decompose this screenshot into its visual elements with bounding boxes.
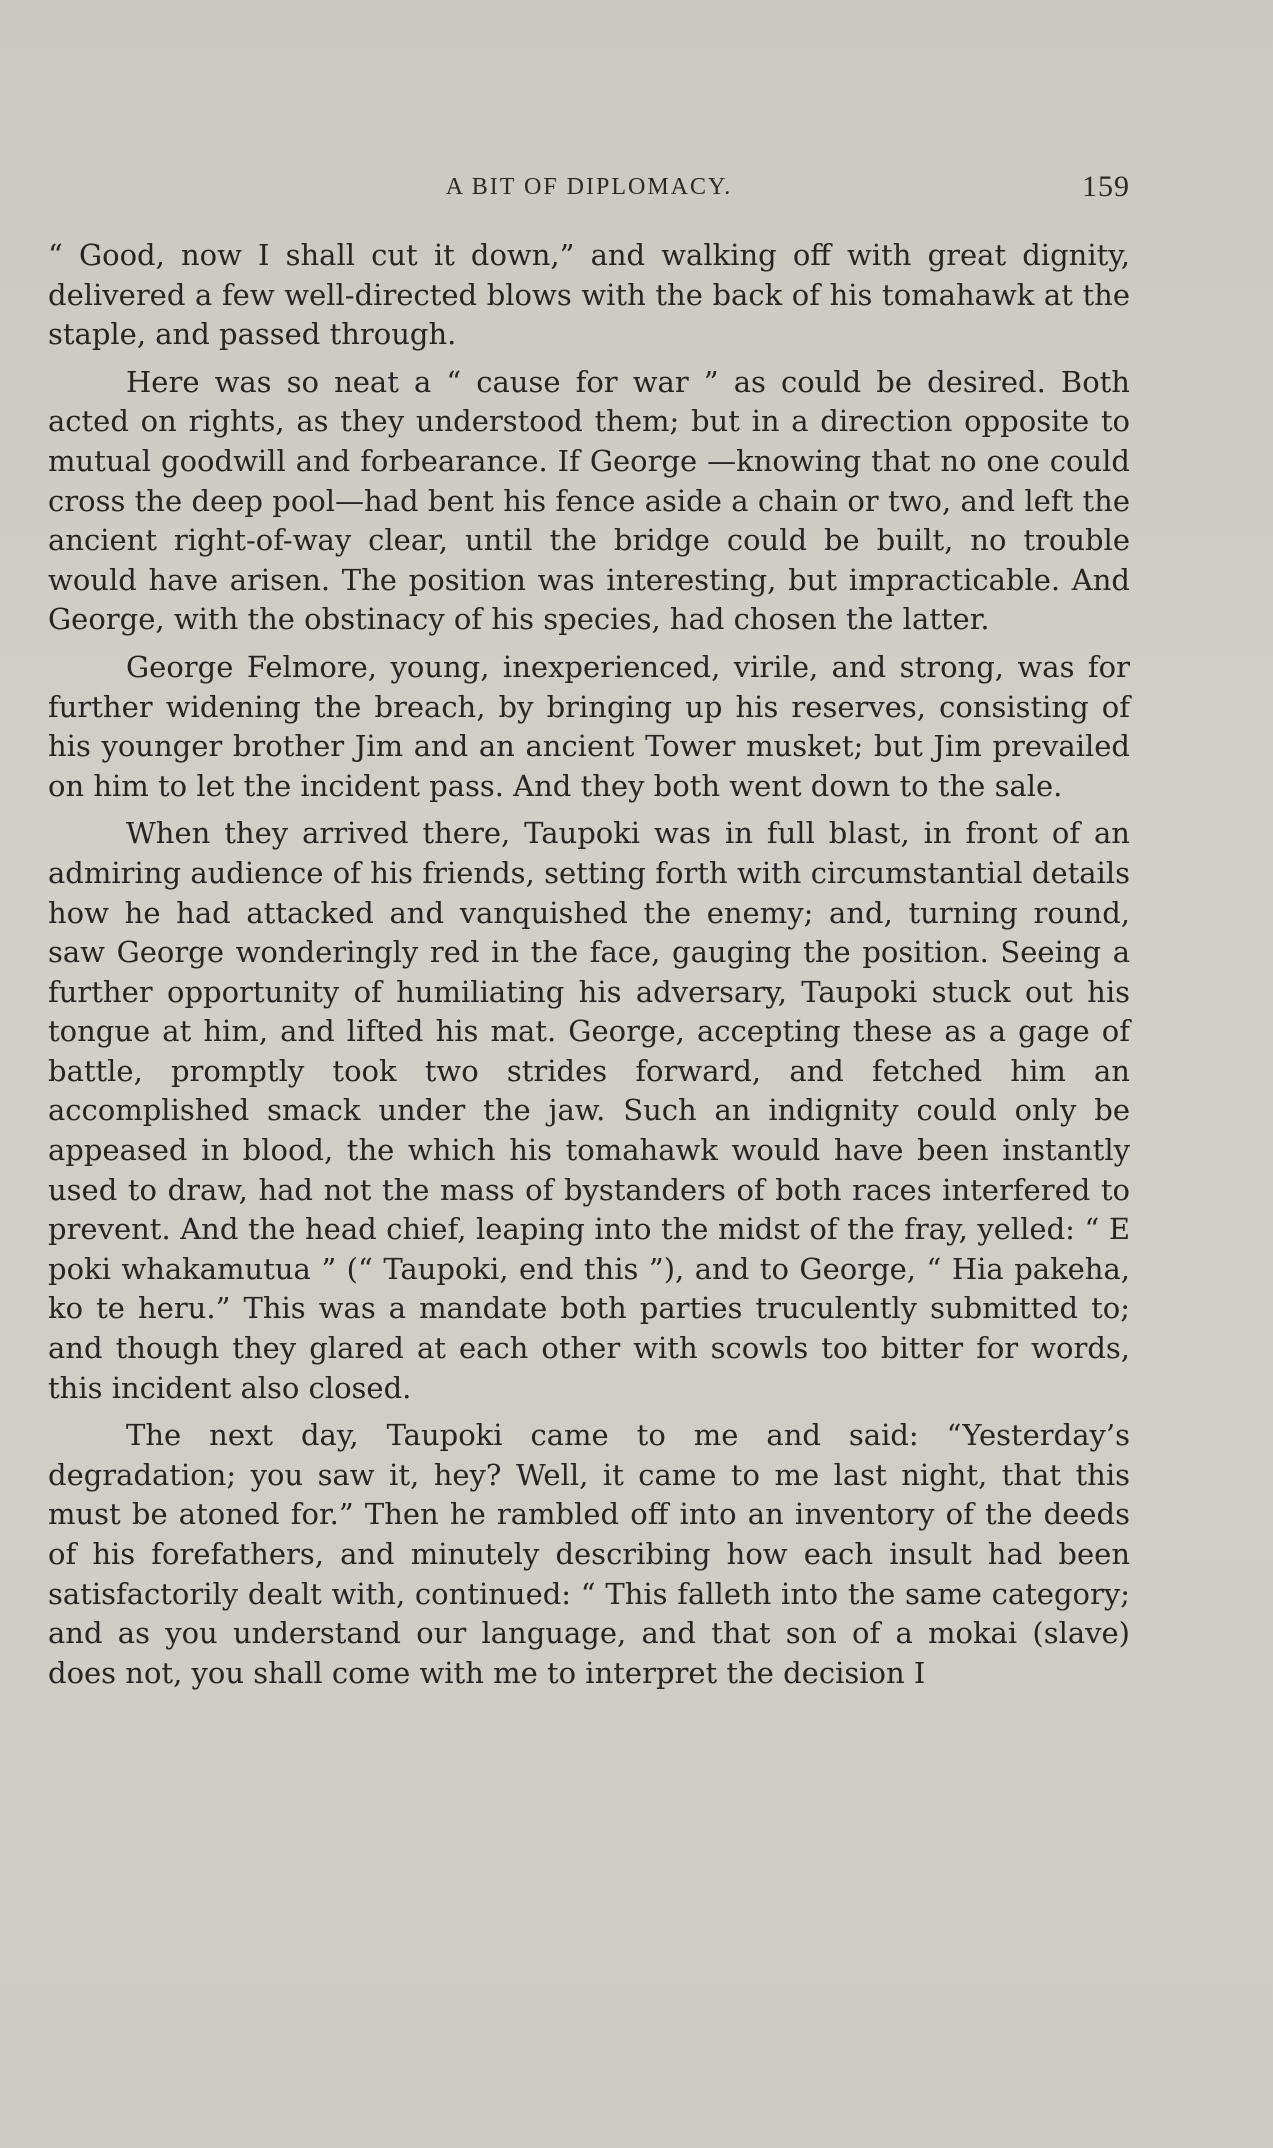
running-head [48,168,1130,208]
paragraph-4: When they arrived there, Taupoki was in full blast, in front of an admiring audience of his friends, setting forth with circumstantial details how he had attacked and vanquished the enemy; and, turning round, saw George wonderingly red in the face, gauging the position. Seeing a further opportunity of humiliating his adversary, Taupoki stuck out his tongue at him, and lifted his mat. George, accepting these as a gage of battle, promptly took two strides forward, and fetched him an accomplished smack under the jaw. Such an indignity could only be appeased in blood, the which his tomahawk would have been instantly used to draw, had not the mass of bystanders of both races interfered to prevent. And the head chief, leaping into the midst of the fray, yelled: “ E poki whakamutua ” (“ Taupoki, end this ”), and to George, “ Hia pakeha, ko te heru.” This was a mandate both parties truculently submitted to; and though they glared at each other with scowls too bitter for words, this incident also closed. [48,816,1130,1405]
paragraph-2: Here was so neat a “ cause for war ” as could be desired. Both acted on rights, as they understood them; but in a direction opposite to mutual goodwill and forbearance. If George —knowing that no one could cross the deep pool—had bent his fence aside a chain or two, and left the ancient right-of-way clear, until the bridge could be built, no trouble would have arisen. The position was interesting, but impracticable. And George, with the obstinacy of his species, had chosen the latter. [48,364,1130,637]
paragraph-5: The next day, Taupoki came to me and said: “Yesterday’s degradation; you saw it, hey? Well, it came to me last night, that this must be atoned for.” Then he rambled off into an inventory of the deeds of his forefathers, and minutely describing how each insult had been satisfactorily dealt with, continued: “ This falleth into the same category; and as you understand our language, and that son of a mokai (slave) does not, you shall come with me to interpret the decision I [48,1418,1130,1690]
running-title: A BIT OF DIPLOMACY. [445,174,733,200]
page-number: 159 [1082,170,1130,203]
paragraph-1: “ Good, now I shall cut it down,” and walking off with great dignity, delivered a few well-directed blows with the back of his tomahawk at the staple, and passed through. [48,238,1130,352]
paragraph-3: George Felmore, young, inexperienced, virile, and strong, was for further widening the breach, by bringing up his reserves, consisting of his younger brother Jim and an ancient Tower musket; but Jim prevailed on him to let the incident pass. And they both went down to the sale. [48,649,1130,803]
body-text [48,236,1130,1701]
